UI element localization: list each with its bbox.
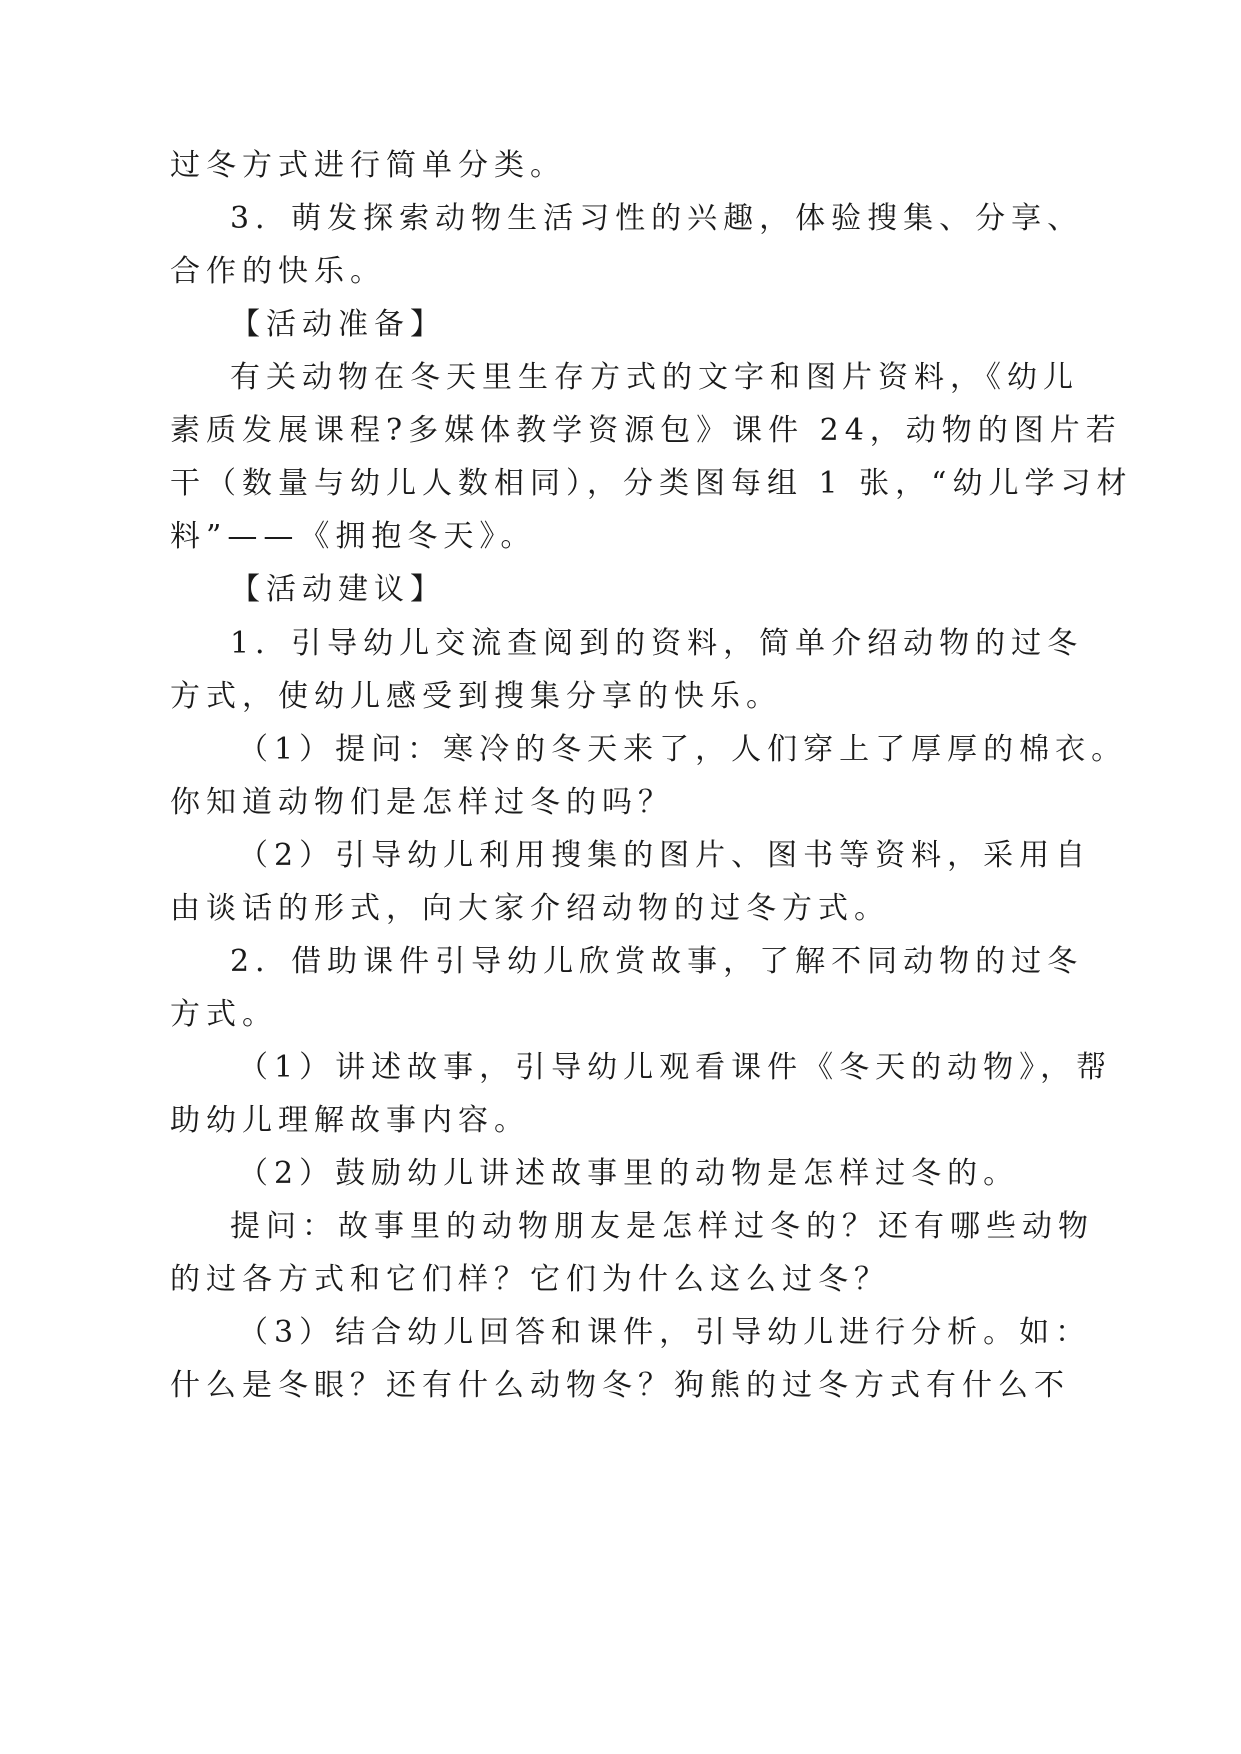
text-line: 2．借助课件引导幼儿欣赏故事，了解不同动物的过冬 — [230, 944, 1084, 979]
text-line: 助幼儿理解故事内容。 — [170, 1103, 530, 1138]
text-line: 方式，使幼儿感受到搜集分享的快乐。 — [170, 679, 782, 714]
text-line: 方式。 — [170, 997, 278, 1032]
text-line: 你知道动物们是怎样过冬的吗？ — [170, 785, 674, 820]
text-line: （2）引导幼儿利用搜集的图片、图书等资料，采用自 — [238, 838, 1092, 873]
text-line: 什么是冬眼？还有什么动物冬？狗熊的过冬方式有什么不 — [170, 1368, 1070, 1403]
text-line: （3）结合幼儿回答和课件，引导幼儿进行分析。如： — [238, 1315, 1092, 1350]
text-line: 素质发展课程?多媒体教学资源包》课件 24，动物的图片若 — [170, 413, 1122, 448]
text-line: 的过各方式和它们样？它们为什么这么过冬？ — [170, 1262, 890, 1297]
text-line: 提问：故事里的动物朋友是怎样过冬的？还有哪些动物 — [230, 1209, 1094, 1244]
text-line: 1．引导幼儿交流查阅到的资料，简单介绍动物的过冬 — [230, 626, 1084, 661]
text-line: 过冬方式进行简单分类。 — [170, 148, 566, 183]
text-line: 料”——《拥抱冬天》。 — [170, 519, 537, 554]
section-heading: 【活动准备】 — [230, 307, 446, 342]
text-line: 合作的快乐。 — [170, 254, 386, 289]
text-line: （1）提问：寒冷的冬天来了，人们穿上了厚厚的棉衣。 — [238, 732, 1128, 767]
text-line: 有关动物在冬天里生存方式的文字和图片资料，《幼儿 — [230, 360, 1079, 395]
text-line: 干（数量与幼儿人数相同），分类图每组 1 张，“幼儿学习材 — [170, 466, 1133, 501]
text-line: （1）讲述故事，引导幼儿观看课件《冬天的动物》，帮 — [238, 1050, 1113, 1085]
section-heading: 【活动建议】 — [230, 572, 446, 607]
text-line: 3．萌发探索动物生活习性的兴趣，体验搜集、分享、 — [230, 201, 1084, 236]
text-line: 由谈话的形式，向大家介绍动物的过冬方式。 — [170, 891, 890, 926]
text-line: （2）鼓励幼儿讲述故事里的动物是怎样过冬的。 — [238, 1156, 1020, 1191]
